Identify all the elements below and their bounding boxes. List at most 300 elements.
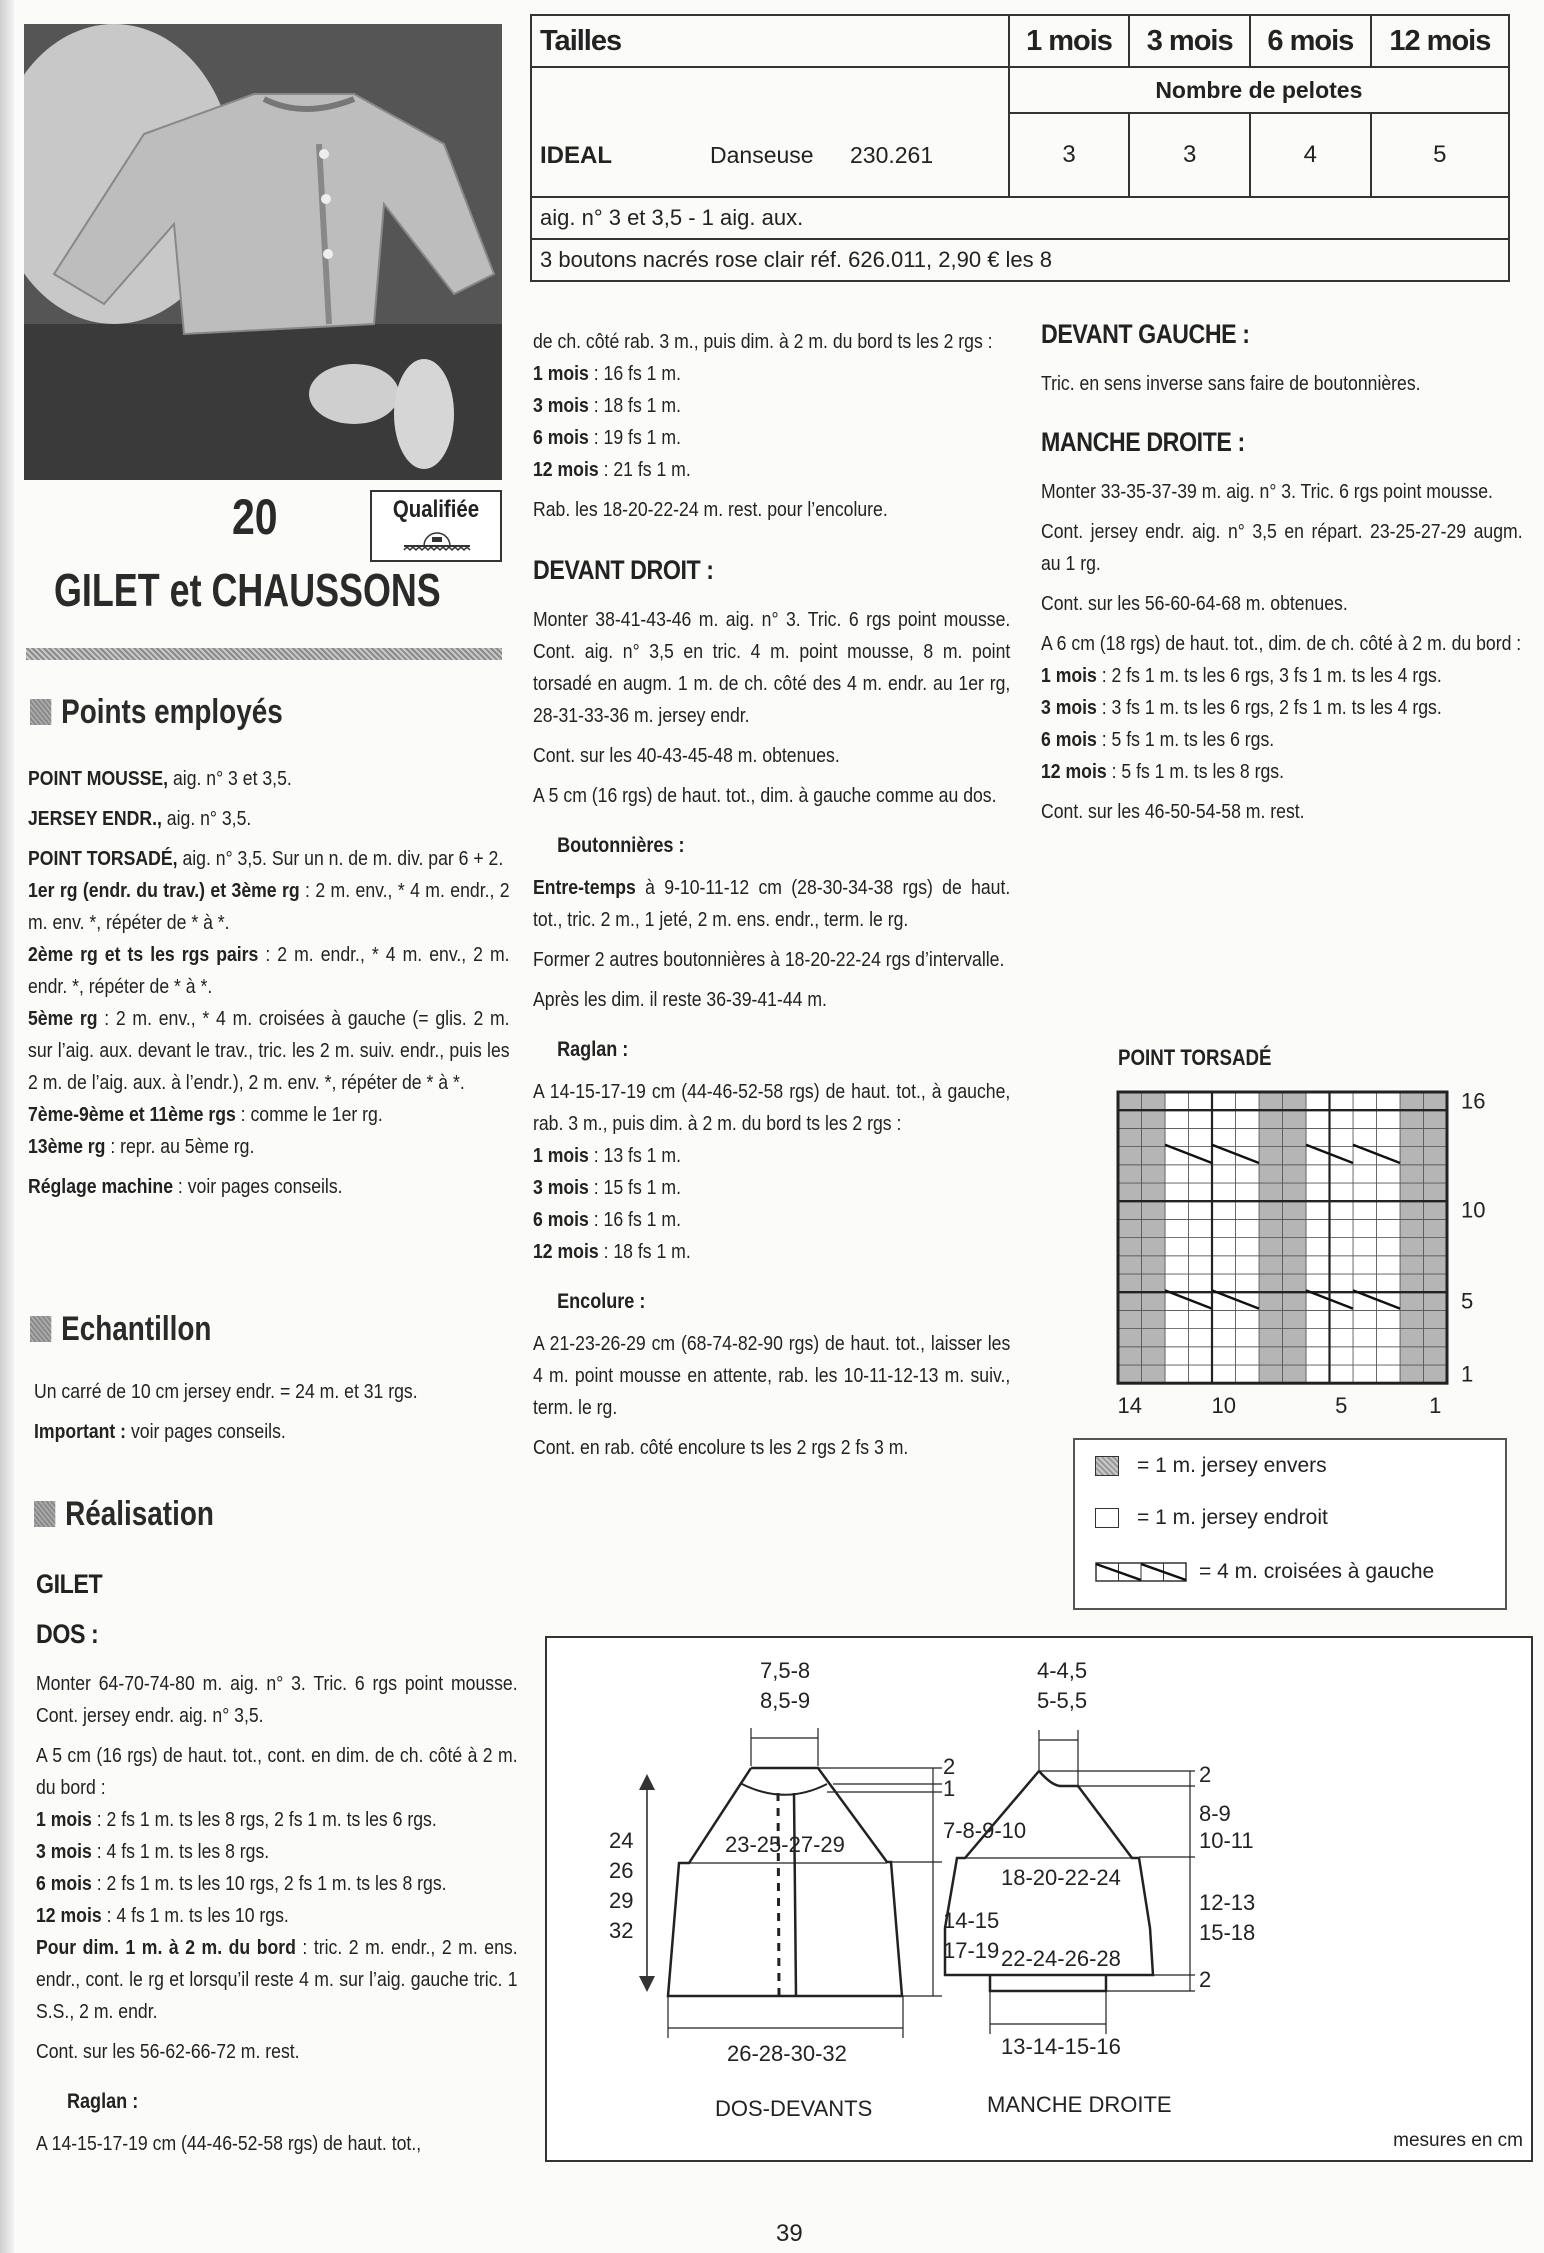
raglan-paragraph: A 14-15-17-19 cm (44-46-52-58 rgs) de haut. tot., à gauche, rab. 3 m., puis dim. à 2 m. du bord ts les 2 rgs : [533,1080,1011,1135]
column-label: 5 [1335,1393,1348,1419]
knit-cell [1212,1274,1236,1292]
knit-cell [1330,1110,1354,1128]
size-line: 6 mois : 2 fs 1 m. ts les 10 rgs, 2 fs 1 m. ts les 8 rgs. [36,1872,447,1895]
purl-cell [1142,1274,1166,1292]
purl-cell [1118,1201,1142,1219]
purl-cell [1400,1347,1424,1365]
difficulty-badge [370,490,502,562]
knit-cell [1353,1238,1377,1256]
row-label: 1 [1461,1361,1474,1387]
purl-cell [1118,1238,1142,1256]
section-heading-text: Echantillon [61,1310,212,1348]
knit-cell [1236,1329,1260,1347]
purl-cell [1142,1347,1166,1365]
buttonholes-paragraph: Après les dim. il reste 36-39-41-44 m. [533,988,827,1011]
chest-width-label: 23-25-27-29 [725,1832,845,1857]
purl-cell [1118,1365,1142,1383]
knit-cell [1306,1347,1330,1365]
dimension-label: 2 [943,1754,956,1779]
knit-cell [1306,1165,1330,1183]
knit-cell [1189,1238,1213,1256]
knit-cell [1306,1219,1330,1237]
purl-cell [1283,1292,1307,1310]
sleeve-top-width-label: 5-5,5 [1037,1688,1088,1713]
chart-legend [1073,1438,1507,1610]
knit-cell [1165,1201,1189,1219]
knit-cell [1165,1092,1189,1110]
neck-bind-off: Rab. les 18-20-22-24 m. rest. pour l’encolure. [533,498,888,521]
purl-cell [1283,1238,1307,1256]
point-mousse: POINT MOUSSE, aig. n° 3 et 3,5. [28,767,292,790]
total-height-value: 26 [609,1858,634,1883]
purl-cell [1142,1292,1166,1310]
knit-cell [1236,1219,1260,1237]
cuff-width-label: 13-14-15-16 [1001,2034,1121,2059]
purl-cell [1283,1165,1307,1183]
purl-cell [1118,1110,1142,1128]
difficulty-level-icon [402,528,472,554]
knit-cell [1212,1329,1236,1347]
size-line: 12 mois : 18 fs 1 m. [533,1240,691,1263]
knit-cell [1353,1329,1377,1347]
knit-cell [1377,1110,1401,1128]
legend-item [1095,1506,1328,1530]
purl-cell [1424,1183,1448,1201]
knit-cell [1377,1310,1401,1328]
pelotes-count: 3 [1009,113,1130,197]
purl-cell [1283,1110,1307,1128]
knit-cell [1306,1365,1330,1383]
purl-cell [1118,1147,1142,1165]
encolure-paragraph: Cont. en rab. côté encolure ts les 2 rgs 2 fs 3 m. [533,1436,909,1459]
knit-cell [1330,1347,1354,1365]
manche-paragraph: Cont. sur les 56-60-64-68 m. obtenues. [1041,592,1348,615]
neck-width-label: 8,5-9 [760,1688,811,1713]
points-list [28,763,510,1211]
knitted-cardigan-photo-icon [24,24,502,480]
knit-cell [1377,1219,1401,1237]
knit-cell [1212,1110,1236,1128]
knit-cell [1377,1201,1401,1219]
purl-cell [1118,1347,1142,1365]
purl-cell [1118,1165,1142,1183]
knit-cell [1330,1329,1354,1347]
knit-cell [1212,1347,1236,1365]
purl-cell [1400,1147,1424,1165]
row-label: 10 [1461,1197,1486,1223]
difficulty-label: Qualifiée [392,496,480,523]
column-label: 10 [1211,1393,1236,1419]
devant-gauche-heading: DEVANT GAUCHE : [1041,319,1250,349]
size-header: 6 mois [1250,15,1371,67]
knit-cell [1236,1110,1260,1128]
raglan-height-label: 7-8-9-10 [943,1818,1027,1843]
purl-cell [1283,1274,1307,1292]
raglan-paragraph: A 14-15-17-19 cm (44-46-52-58 rgs) de haut. tot., [36,2132,422,2155]
knit-cell [1306,1238,1330,1256]
raglan-paragraph: de ch. côté rab. 3 m., puis dim. à 2 m. du bord ts les 2 rgs : [533,330,993,353]
knit-cell [1236,1310,1260,1328]
body-height-label: 14-15 [943,1908,1000,1933]
sleeve-height-label: 12-13 [1199,1890,1256,1915]
purl-cell [1400,1310,1424,1328]
chart-title: POINT TORSADÉ [1118,1045,1272,1070]
knit-cell [1236,1347,1260,1365]
knit-cell [1165,1128,1189,1146]
purl-cell [1283,1329,1307,1347]
yarn-brand: IDEAL [540,142,612,169]
right-column [1041,318,1523,836]
schematics-box [545,1636,1533,2162]
purl-cell [1424,1329,1448,1347]
purl-cell [1400,1219,1424,1237]
purl-cell [1424,1147,1448,1165]
purl-cell [1259,1256,1283,1274]
manche-paragraph: Cont. sur les 46-50-54-58 m. rest. [1041,800,1305,823]
purl-cell [1118,1274,1142,1292]
pattern-number: 20 [232,489,278,545]
purl-cell [1283,1128,1307,1146]
column-label: 1 [1429,1393,1442,1419]
purl-cell [1424,1274,1448,1292]
knit-cell [1377,1347,1401,1365]
purl-cell [1283,1365,1307,1383]
knit-cell [1189,1201,1213,1219]
knit-cell [1212,1201,1236,1219]
purl-cell [1424,1365,1448,1383]
pelotes-count: 4 [1250,113,1371,197]
knit-cell [1165,1347,1189,1365]
section-heading-text: Points employés [61,693,283,731]
sizes-label: Tailles [531,15,1009,67]
stitch-chart [1100,1080,1500,1420]
purl-cell [1259,1092,1283,1110]
purl-cell [1142,1147,1166,1165]
row-instruction: 5ème rg : 2 m. env., * 4 m. croisées à gauche (= glis. 2 m. sur l’aig. aux. devant le trav., tric. les 2 m. suiv. endr., puis les 2 m. de l’aig. aux. à l’endr.), 2 m. env. *, répéter de * à *. [28,1007,510,1094]
purl-cell [1118,1256,1142,1274]
purl-cell [1259,1201,1283,1219]
row-label: 5 [1461,1288,1474,1314]
manche-droite-heading: MANCHE DROITE : [1041,427,1245,457]
body-height-label: 17-19 [943,1938,1000,1963]
knit-cell [1189,1365,1213,1383]
knit-cell [1236,1165,1260,1183]
point-jersey: JERSEY ENDR., aig. n° 3,5. [28,807,252,830]
knit-cell [1189,1165,1213,1183]
purl-cell [1424,1238,1448,1256]
knit-cell [1330,1238,1354,1256]
purl-cell [1283,1201,1307,1219]
purl-cell [1400,1183,1424,1201]
dos-instructions [36,1568,518,2168]
purl-cell [1400,1092,1424,1110]
size-header: 12 mois [1371,15,1509,67]
purl-cell [1259,1274,1283,1292]
purl-cell [1400,1292,1424,1310]
row-instruction: 2ème rg et ts les rgs pairs : 2 m. endr., * 4 m. env., 2 m. endr. *, répéter de * à *. [28,943,510,998]
raglan-heading: Raglan : [66,2090,139,2113]
knit-cell [1330,1219,1354,1237]
knit-cell [1165,1274,1189,1292]
legend-item [1095,1454,1327,1478]
knit-cell [1306,1329,1330,1347]
knit-cell [1377,1256,1401,1274]
knit-cell [1236,1274,1260,1292]
size-line: 6 mois : 16 fs 1 m. [533,1208,681,1231]
row-instruction: 1er rg (endr. du trav.) et 3ème rg : 2 m. env., * 4 m. endr., 2 m. env. *, répéter de * à *. [28,879,510,934]
knit-cell [1353,1128,1377,1146]
knit-cell [1306,1128,1330,1146]
purl-cell [1400,1128,1424,1146]
purl-cell [1283,1256,1307,1274]
machine-setting: Réglage machine : voir pages conseils. [28,1175,343,1198]
buttonholes-paragraph: Entre-temps à 9-10-11-12 cm (28-30-34-38 rgs) de haut. tot., tric. 2 m., 1 jeté, 2 m. ens. endr., term. le rg. [533,876,1011,931]
knit-cell [1353,1110,1377,1128]
purl-cell [1142,1219,1166,1237]
purl-cell [1424,1165,1448,1183]
section-heading-realisation [34,1495,214,1534]
knit-cell [1165,1238,1189,1256]
knit-cell [1377,1183,1401,1201]
yarn-reference: 230.261 [850,142,934,168]
purl-cell [1400,1238,1424,1256]
purl-cell [1400,1274,1424,1292]
middle-column [533,326,1010,1472]
purl-cell [1142,1256,1166,1274]
knit-cell [1212,1256,1236,1274]
important-note: Important : voir pages conseils. [34,1420,286,1443]
knit-cell [1165,1329,1189,1347]
needles-row: aig. n° 3 et 3,5 - 1 aig. aux. [531,197,1509,239]
purl-cell [1400,1201,1424,1219]
purl-cell [1424,1128,1448,1146]
purl-cell [1118,1329,1142,1347]
knit-cell [1189,1274,1213,1292]
knit-cell [1165,1219,1189,1237]
knit-cell [1212,1128,1236,1146]
purl-cell [1142,1310,1166,1328]
purl-cell [1259,1365,1283,1383]
devant-droit-paragraph: A 5 cm (16 rgs) de haut. tot., dim. à gauche comme au dos. [533,784,997,807]
size-line: 3 mois : 3 fs 1 m. ts les 6 rgs, 2 fs 1 m. ts les 4 rgs. [1041,696,1442,719]
legend-text: = 1 m. jersey endroit [1137,1506,1328,1529]
yarn-color: Danseuse [710,142,814,168]
knit-cell [1236,1365,1260,1383]
pelotes-count: 3 [1129,113,1250,197]
knit-cell [1189,1329,1213,1347]
knit-cell [1306,1092,1330,1110]
knit-cell [1330,1274,1354,1292]
knit-cell [1212,1365,1236,1383]
knit-cell [1236,1092,1260,1110]
pelotes-count: 5 [1371,113,1509,197]
knit-cell [1306,1201,1330,1219]
knit-cell [1165,1365,1189,1383]
knit-cell [1306,1256,1330,1274]
sleeve-top-width-label: 4-4,5 [1037,1658,1088,1683]
buttonholes-heading: Boutonnières : [557,834,685,857]
knit-cell [1306,1183,1330,1201]
purl-cell [1259,1165,1283,1183]
pattern-title: GILET et CHAUSSONS [54,564,441,616]
manche-paragraph: A 6 cm (18 rgs) de haut. tot., dim. de ch. côté à 2 m. du bord : [1041,632,1522,655]
purl-cell [1259,1128,1283,1146]
purl-cell [1400,1110,1424,1128]
purl-cell [1259,1183,1283,1201]
section-marker-icon [34,1501,55,1527]
column-label: 14 [1117,1393,1142,1419]
schematic-drawings [547,1638,1531,2160]
knit-cell [1353,1165,1377,1183]
dimension-label: 2 [1199,1762,1212,1787]
knit-cell [1353,1347,1377,1365]
knit-cell [1212,1219,1236,1237]
section-divider [26,648,502,660]
knit-cell [1165,1310,1189,1328]
yarn-cell [531,67,1009,197]
purl-cell [1118,1292,1142,1310]
lower-width-label: 22-24-26-28 [1001,1946,1121,1971]
knit-cell [1212,1092,1236,1110]
purl-cell [1424,1256,1448,1274]
schematic-title: MANCHE DROITE [987,2092,1172,2117]
knit-cell [1165,1256,1189,1274]
knit-cell [1165,1165,1189,1183]
purl-cell [1142,1365,1166,1383]
schematic-title: DOS-DEVANTS [715,2096,873,2121]
purl-cell [1259,1347,1283,1365]
cuff-height-label: 2 [1199,1967,1212,1992]
knit-cell [1377,1165,1401,1183]
size-line: 12 mois : 4 fs 1 m. ts les 10 rgs. [36,1904,289,1927]
knit-cell [1189,1183,1213,1201]
devant-droit-paragraph: Cont. sur les 40-43-45-48 m. obtenues. [533,744,840,767]
cap-height-label: 8-9 [1199,1801,1231,1826]
knit-cell [1330,1183,1354,1201]
purl-cell [1259,1310,1283,1328]
purl-cell [1283,1310,1307,1328]
knit-cell [1330,1165,1354,1183]
size-line: 3 mois : 15 fs 1 m. [533,1176,681,1199]
row-label: 16 [1461,1088,1486,1114]
knit-stitch-swatch-icon [1095,1508,1119,1528]
purl-cell [1118,1219,1142,1237]
purl-cell [1259,1147,1283,1165]
legend-item [1095,1560,1434,1584]
legend-text: = 1 m. jersey envers [1137,1454,1327,1477]
units-note: mesures en cm [1393,2130,1523,2151]
row-instruction: 13ème rg : repr. au 5ème rg. [28,1135,255,1158]
purl-cell [1142,1201,1166,1219]
knit-cell [1236,1128,1260,1146]
purl-cell [1283,1147,1307,1165]
knit-cell [1377,1238,1401,1256]
knit-cell [1306,1110,1330,1128]
size-header: 1 mois [1009,15,1130,67]
knit-cell [1353,1310,1377,1328]
dos-paragraph: Monter 64-70-74-80 m. aig. n° 3. Tric. 6 rgs point mousse. Cont. jersey endr. aig. n° 3,5. [36,1672,518,1727]
knit-cell [1165,1183,1189,1201]
knit-cell [1236,1238,1260,1256]
knit-cell [1236,1201,1260,1219]
upper-width-label: 18-20-22-24 [1001,1865,1121,1890]
purl-cell [1259,1329,1283,1347]
product-photo [24,24,502,480]
legend-text: = 4 m. croisées à gauche [1199,1560,1435,1583]
knit-cell [1189,1128,1213,1146]
knit-cell [1330,1092,1354,1110]
size-line: 12 mois : 5 fs 1 m. ts les 8 rgs. [1041,760,1285,783]
knit-cell [1353,1274,1377,1292]
knit-cell [1353,1092,1377,1110]
knit-cell [1236,1256,1260,1274]
knit-cell [1212,1310,1236,1328]
section-marker-icon [30,1316,51,1342]
purl-cell [1118,1092,1142,1110]
knit-cell [1165,1110,1189,1128]
purl-cell [1142,1128,1166,1146]
devant-gauche-paragraph: Tric. en sens inverse sans faire de boutonnières. [1041,372,1421,395]
manche-droite-outline [874,1638,1195,2034]
size-header: 3 mois [1129,15,1250,67]
purl-cell [1424,1310,1448,1328]
buttons-row: 3 boutons nacrés rose clair réf. 626.011, 2,90 € les 8 [531,239,1509,281]
point-torsade: POINT TORSADÉ, aig. n° 3,5. Sur un n. de m. div. par 6 + 2. [28,847,504,870]
purl-cell [1424,1347,1448,1365]
devant-droit-heading: DEVANT DROIT : [533,555,714,585]
purl-cell [1283,1219,1307,1237]
encolure-heading: Encolure : [557,1290,646,1313]
total-height-value: 32 [609,1918,634,1943]
gilet-heading: GILET [36,1569,103,1599]
devant-droit-paragraph: Monter 38-41-43-46 m. aig. n° 3. Tric. 6 rgs point mousse. Cont. aig. n° 3,5 en tric. 4 m. point mousse, 8 m. point torsadé en augm. 1 m. de ch. côté des 4 m. endr. au 1er rg, 28-31-33-36 m. jersey endr. [533,608,1011,727]
purl-cell [1424,1292,1448,1310]
knit-cell [1377,1365,1401,1383]
knit-cell [1330,1365,1354,1383]
buttonholes-paragraph: Former 2 autres boutonnières à 18-20-22-24 rgs d’intervalle. [533,948,1005,971]
encolure-paragraph: A 21-23-26-29 cm (68-74-82-90 rgs) de haut. tot., laisser les 4 m. point mousse en attente, rab. les 10-11-12-13 m. suiv., term. le rg. [533,1332,1011,1419]
dos-devants-outline [639,1728,942,2038]
gauge-text: Un carré de 10 cm jersey endr. = 24 m. et 31 rgs. [34,1380,418,1403]
purl-cell [1283,1183,1307,1201]
purl-cell [1259,1219,1283,1237]
raglan-heading: Raglan : [557,1038,629,1061]
total-height-value: 29 [609,1888,634,1913]
purl-cell [1142,1183,1166,1201]
purl-cell [1118,1128,1142,1146]
sleeve-height-label: 15-18 [1199,1920,1256,1945]
purl-cell [1142,1092,1166,1110]
purl-cell [1118,1310,1142,1328]
book-spine-shadow [0,0,14,2253]
knit-cell [1377,1128,1401,1146]
purl-cell [1259,1238,1283,1256]
manche-paragraph: Monter 33-35-37-39 m. aig. n° 3. Tric. 6 rgs point mousse. [1041,480,1493,503]
dos-heading: DOS : [36,1619,99,1649]
purl-cell [1424,1201,1448,1219]
dos-paragraph: A 5 cm (16 rgs) de haut. tot., cont. en dim. de ch. côté à 2 m. du bord : [36,1744,518,1799]
knit-cell [1189,1310,1213,1328]
total-height-labels [609,1826,633,1946]
knit-cell [1212,1165,1236,1183]
knit-cell [1189,1347,1213,1365]
section-heading-points [30,693,283,732]
purl-cell [1400,1256,1424,1274]
knit-cell [1330,1128,1354,1146]
purl-cell [1400,1165,1424,1183]
purl-cell [1142,1165,1166,1183]
purl-cell [1283,1347,1307,1365]
